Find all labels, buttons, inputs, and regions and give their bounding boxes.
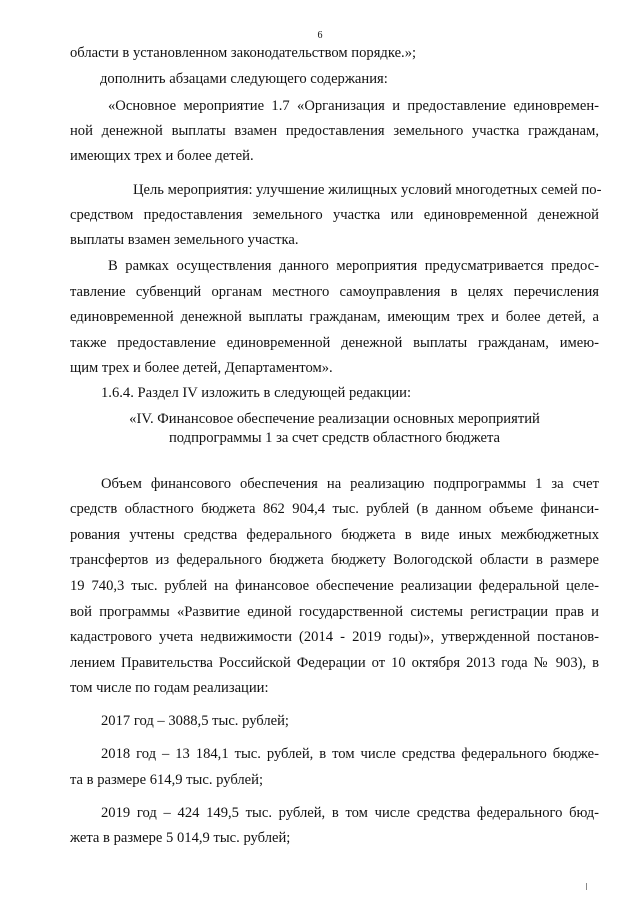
text-line: трансфертов из федерального бюджета бюджету Вологодской области в размере [70,552,599,568]
text-line: ной денежной выплаты взамен предоставления земельного участка гражданам, [70,123,599,139]
text-line: В рамках осуществления данного мероприятия предусматривается предос- [108,258,599,274]
text-line: вой программы «Развитие единой государственной системы регистрации прав и [70,604,599,620]
text-line: 1.6.4. Раздел IV изложить в следующей редакции: [101,385,412,401]
page-number: 6 [317,30,323,41]
text-line: выплаты взамен земельного участка. [70,232,299,248]
text-line: области в установленном законодательством порядке.»; [70,45,417,61]
text-line: та в размере 614,9 тыс. рублей; [70,772,264,788]
text-line: Объем финансового обеспечения на реализацию подпрограммы 1 за счет [101,476,599,492]
text-line: имеющих трех и более детей. [70,148,254,164]
section-heading: подпрограммы 1 за счет средств областного бюджета [168,430,500,446]
text-line: жета в размере 5 014,9 тыс. рублей; [70,830,291,846]
text-line: кадастрового учета недвижимости (2014 - 2019 годы)», утвержденной постанов- [70,629,599,645]
text-line: средством предоставления земельного участка или единовременной денежной [70,207,599,223]
text-line: рования учтены средства федерального бюджета в виде иных межбюджетных [70,527,599,543]
text-line: 19 740,3 тыс. рублей на финансовое обеспечение реализации федеральной целе- [70,578,599,594]
text-line: «Основное мероприятие 1.7 «Организация и предоставление единовремен- [108,98,599,114]
section-heading: «IV. Финансовое обеспечение реализации основных мероприятий [129,411,540,427]
text-line: единовременной денежной выплаты гражданам, имеющим трех и более детей, а [70,309,599,325]
text-line: лением Правительства Российской Федерации от 10 октября 2013 года № 903), в [70,655,599,671]
text-line: Цель мероприятия: улучшение жилищных условий многодетных семей по- [133,182,602,198]
text-line: дополнить абзацами следующего содержания: [100,71,388,87]
text-line: 2017 год – 3088,5 тыс. рублей; [101,713,289,729]
text-line: средств областного бюджета 862 904,4 тыс. рублей (в данном объеме финанси- [70,501,599,517]
text-line: 2019 год – 424 149,5 тыс. рублей, в том числе средства федерального бюд- [101,805,599,821]
text-line: также предоставление единовременной денежной выплаты гражданам, имею- [70,335,599,351]
text-line: тавление субвенций органам местного самоуправления в целях перечисления [70,284,599,300]
text-line: щим трех и более детей, Департаментом». [70,360,333,376]
text-line: том числе по годам реализации: [70,680,269,696]
text-line: 2018 год – 13 184,1 тыс. рублей, в том числе средства федерального бюдже- [101,746,599,762]
scan-mark [586,883,587,890]
